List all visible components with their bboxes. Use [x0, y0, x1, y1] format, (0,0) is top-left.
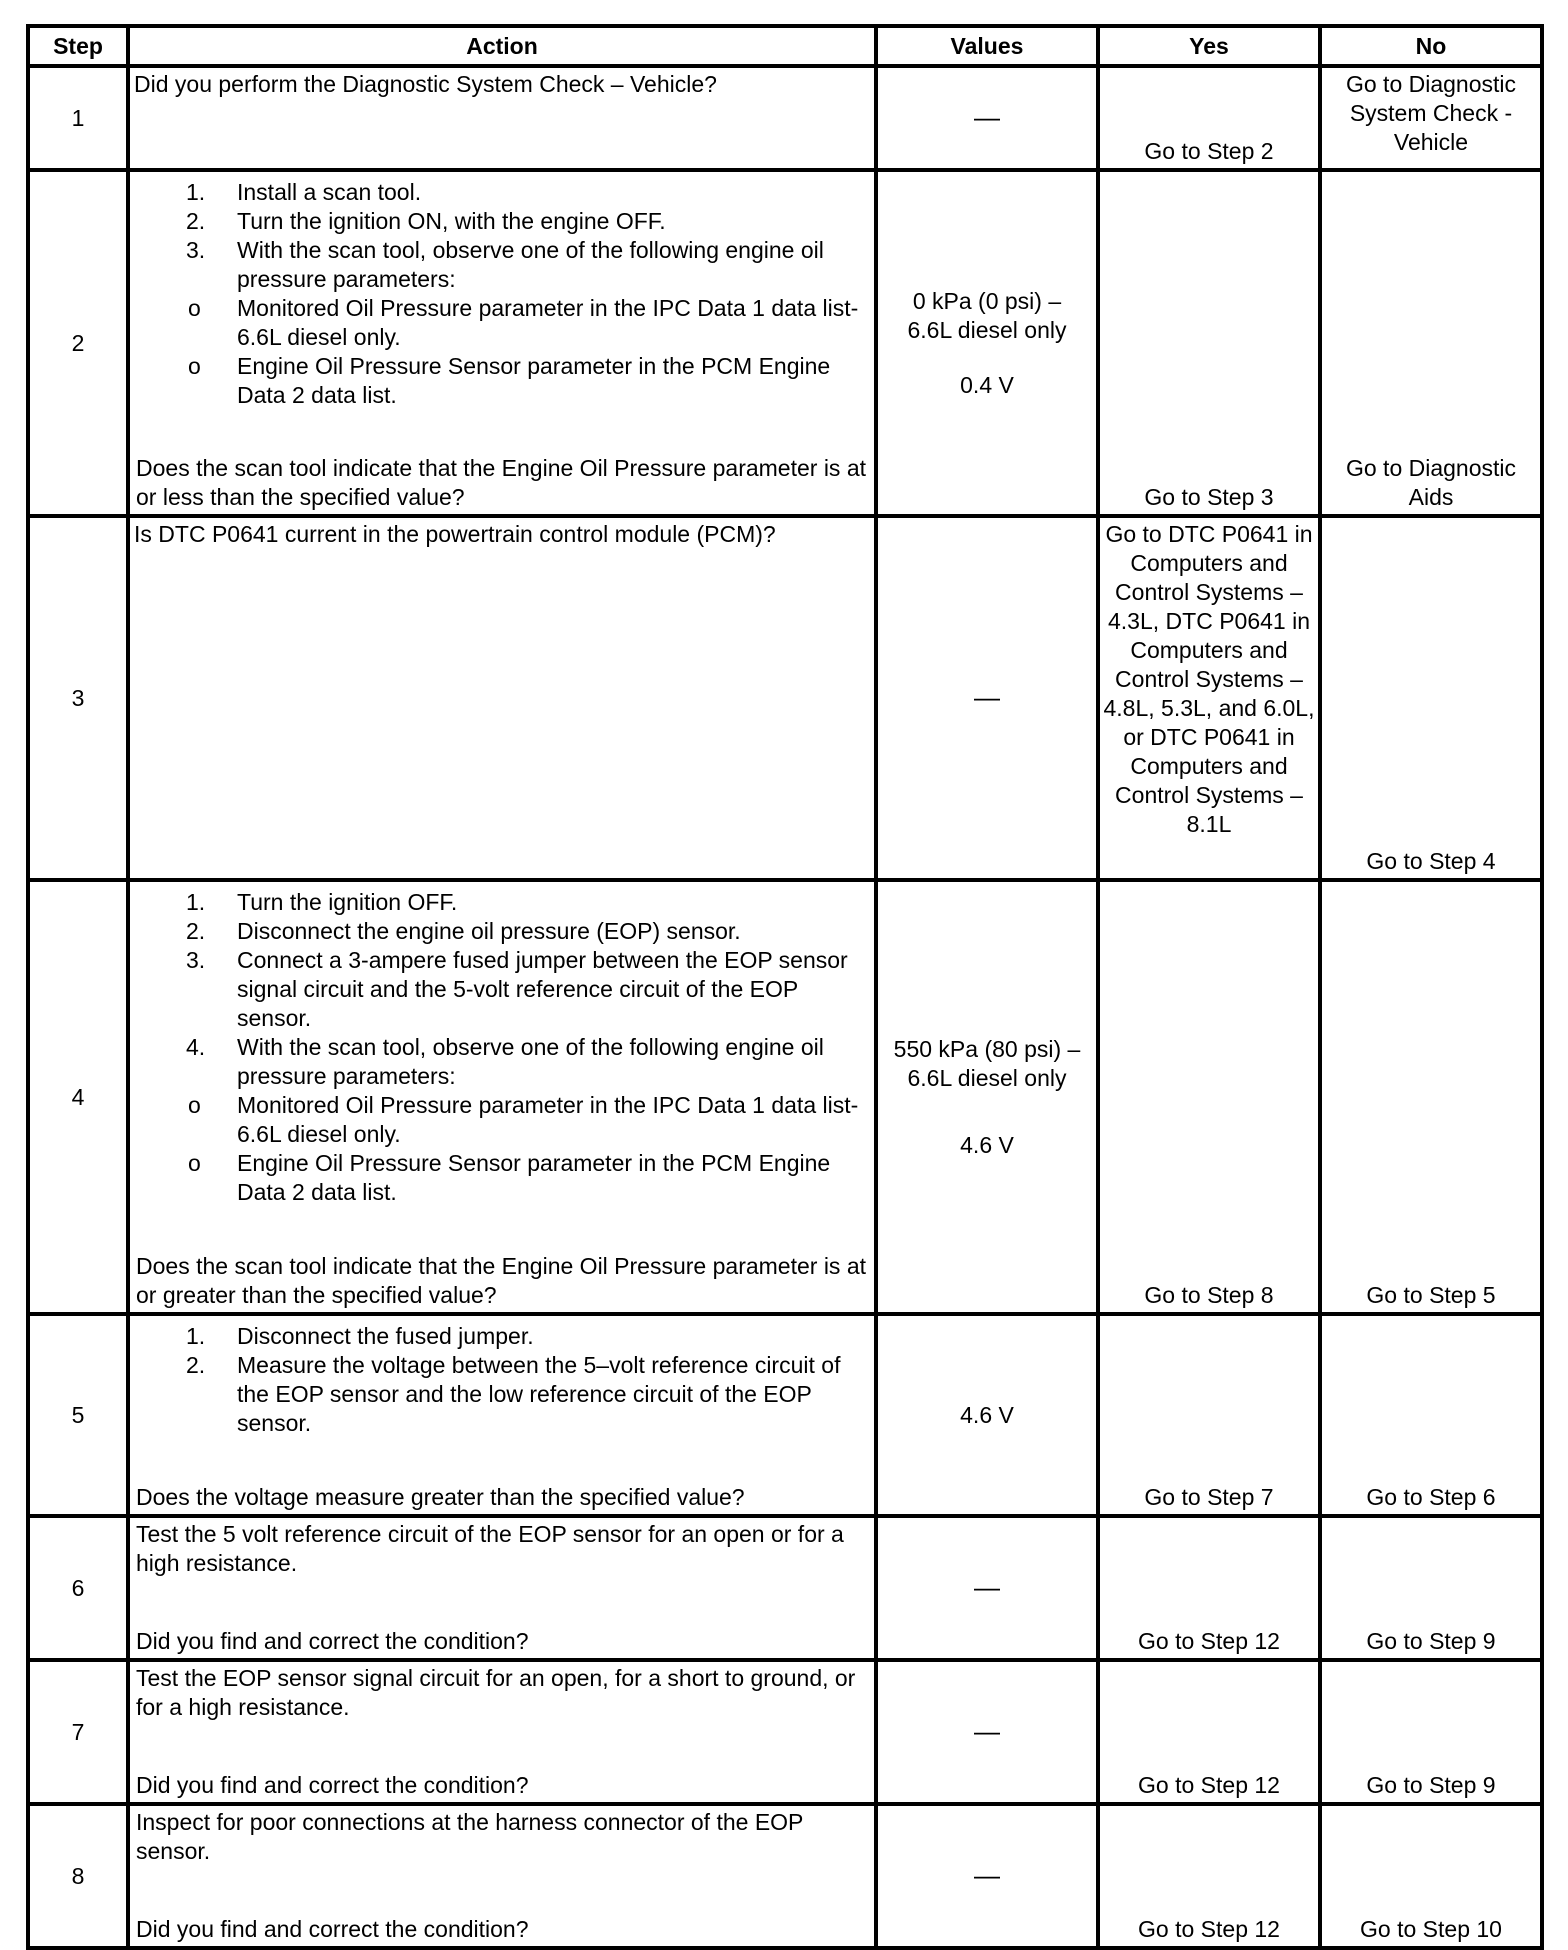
procedure-step: 3. Connect a 3-ampere fused jumper between the EOP sensor signal circuit and the 5-volt reference circuit of the EOP sensor. [186, 947, 848, 1031]
parameter-item: o Engine Oil Pressure Sensor parameter in the PCM Engine Data 2 data list. [136, 352, 868, 410]
parameter-item: o Monitored Oil Pressure parameter in the IPC Data 1 data list-6.6L diesel only. [136, 1091, 868, 1149]
step-number: 8 [28, 1804, 128, 1948]
values-cell [876, 1314, 1098, 1516]
header-values: Values [876, 26, 1098, 66]
action-cell [128, 516, 876, 880]
procedure-step: 1. Disconnect the fused jumper. [186, 1323, 534, 1349]
procedure-list [136, 1322, 868, 1438]
yes-cell [1098, 880, 1320, 1314]
yes-cell [1098, 1516, 1320, 1660]
procedure-step: 1. Turn the ignition OFF. [186, 889, 458, 915]
action-text: Inspect for poor connections at the harness connector of the EOP sensor. [136, 1809, 803, 1864]
no-text: Go to Diagnostic System Check - Vehicle [1345, 71, 1517, 155]
step-number: 5 [28, 1314, 128, 1516]
values-text: 4.6 V [960, 1131, 1014, 1158]
yes-cell [1098, 66, 1320, 170]
no-text: Go to Step 9 [1366, 1772, 1496, 1798]
values-cell [876, 1516, 1098, 1660]
values-cell [876, 66, 1098, 170]
no-text: Go to Step 9 [1366, 1628, 1496, 1654]
action-text: Test the 5 volt reference circuit of the EOP sensor for an open or for a high resistance. [136, 1521, 844, 1576]
procedure-step: 1. Install a scan tool. [186, 179, 422, 205]
action-cell [128, 1804, 876, 1948]
yes-text: Go to DTC P0641 in Computers and Control Systems – 4.3L, DTC P0641 in Computers and Control Systems – 4.8L, 5.3L, and 6.0L, or DTC P0641 in Computers and Control Systems – 8.1L [1103, 521, 1315, 837]
values-text: 0.4 V [960, 371, 1014, 398]
parameter-list [136, 1091, 868, 1207]
yes-cell [1098, 1314, 1320, 1516]
yes-cell [1098, 1660, 1320, 1804]
values-cell [876, 880, 1098, 1314]
header-yes: Yes [1098, 26, 1320, 66]
action-cell [128, 170, 876, 516]
procedure-step: 2. Turn the ignition ON, with the engine OFF. [186, 208, 666, 234]
no-cell [1320, 170, 1542, 516]
step-number: 4 [28, 880, 128, 1314]
yes-text: Go to Step 8 [1144, 1282, 1274, 1308]
no-cell [1320, 1516, 1542, 1660]
header-row [28, 26, 1542, 66]
action-question: Did you perform the Diagnostic System Check – Vehicle? [134, 71, 717, 97]
values-text: 0 kPa (0 psi) – 6.6L diesel only [907, 287, 1067, 343]
procedure-list [136, 178, 868, 410]
action-cell [128, 1660, 876, 1804]
table-row-step-7 [28, 1660, 1542, 1804]
values-text: — [974, 682, 1000, 712]
values-cell [876, 1660, 1098, 1804]
parameter-item: o Engine Oil Pressure Sensor parameter in the PCM Engine Data 2 data list. [136, 1149, 868, 1207]
step-number: 6 [28, 1516, 128, 1660]
no-cell [1320, 1314, 1542, 1516]
action-question: Is DTC P0641 current in the powertrain control module (PCM)? [134, 521, 776, 547]
procedure-step: 4. With the scan tool, observe one of the following engine oil pressure parameters: o Monitored Oil Pressure parameter in the IPC Data 1 data list-6.6L diesel only. o Engine Oil Pressure Sensor parameter in the PCM Engine Data 2 data list. [136, 1033, 868, 1207]
no-cell [1320, 516, 1542, 880]
values-text: 4.6 V [960, 1401, 1014, 1428]
step-number: 2 [28, 170, 128, 516]
values-text: — [974, 1572, 1000, 1602]
yes-cell [1098, 516, 1320, 880]
header-step: Step [28, 26, 128, 66]
procedure-step: 2. Measure the voltage between the 5–volt reference circuit of the EOP sensor and the low reference circuit of the EOP sensor. [186, 1352, 841, 1436]
header-no: No [1320, 26, 1542, 66]
yes-cell [1098, 170, 1320, 516]
yes-text: Go to Step 7 [1144, 1484, 1274, 1510]
table-row-step-2 [28, 170, 1542, 516]
no-text: Go to Step 10 [1360, 1916, 1502, 1942]
values-text: 550 kPa (80 psi) – 6.6L diesel only [893, 1035, 1081, 1091]
no-text: Go to Step 5 [1366, 1282, 1496, 1308]
yes-text: Go to Step 12 [1138, 1772, 1280, 1798]
table-row-step-8 [28, 1804, 1542, 1948]
yes-cell [1098, 1804, 1320, 1948]
no-cell [1320, 66, 1542, 170]
yes-text: Go to Step 12 [1138, 1628, 1280, 1654]
procedure-list [136, 888, 868, 1207]
table-row-step-6 [28, 1516, 1542, 1660]
diagnostic-table [26, 24, 1544, 1950]
values-text: — [974, 1860, 1000, 1890]
no-text: Go to Diagnostic Aids [1345, 455, 1517, 510]
procedure-step: 3. With the scan tool, observe one of the following engine oil pressure parameters: o Monitored Oil Pressure parameter in the IPC Data 1 data list-6.6L diesel only. o Engine Oil Pressure Sensor parameter in the PCM Engine Data 2 data list. [136, 236, 868, 410]
values-cell [876, 170, 1098, 516]
action-question: Did you find and correct the condition? [136, 1772, 529, 1798]
table-row-step-1 [28, 66, 1542, 170]
step-number: 3 [28, 516, 128, 880]
no-cell [1320, 1660, 1542, 1804]
action-question: Does the scan tool indicate that the Engine Oil Pressure parameter is at or greater than the specified value? [136, 1253, 867, 1308]
values-cell [876, 516, 1098, 880]
values-text: — [974, 102, 1000, 132]
header-action: Action [128, 26, 876, 66]
action-cell [128, 1314, 876, 1516]
action-cell [128, 66, 876, 170]
action-cell [128, 880, 876, 1314]
parameter-item: o Monitored Oil Pressure parameter in the IPC Data 1 data list-6.6L diesel only. [136, 294, 868, 352]
action-question: Did you find and correct the condition? [136, 1628, 529, 1654]
values-text: — [974, 1716, 1000, 1746]
no-cell [1320, 1804, 1542, 1948]
table-row-step-4 [28, 880, 1542, 1314]
yes-text: Go to Step 2 [1144, 138, 1274, 164]
yes-text: Go to Step 12 [1138, 1916, 1280, 1942]
no-text: Go to Step 6 [1366, 1484, 1496, 1510]
procedure-step: 2. Disconnect the engine oil pressure (EOP) sensor. [186, 918, 741, 944]
action-cell [128, 1516, 876, 1660]
action-text: Test the EOP sensor signal circuit for an open, for a short to ground, or for a high resistance. [136, 1665, 856, 1720]
table-row-step-5 [28, 1314, 1542, 1516]
action-question: Does the voltage measure greater than the specified value? [136, 1484, 745, 1510]
no-cell [1320, 880, 1542, 1314]
no-text: Go to Step 4 [1366, 848, 1496, 874]
table-row-step-3 [28, 516, 1542, 880]
values-cell [876, 1804, 1098, 1948]
action-question: Does the scan tool indicate that the Engine Oil Pressure parameter is at or less than the specified value? [136, 455, 867, 510]
action-question: Did you find and correct the condition? [136, 1916, 529, 1942]
yes-text: Go to Step 3 [1144, 484, 1274, 510]
step-number: 7 [28, 1660, 128, 1804]
step-number: 1 [28, 66, 128, 170]
parameter-list [136, 294, 868, 410]
